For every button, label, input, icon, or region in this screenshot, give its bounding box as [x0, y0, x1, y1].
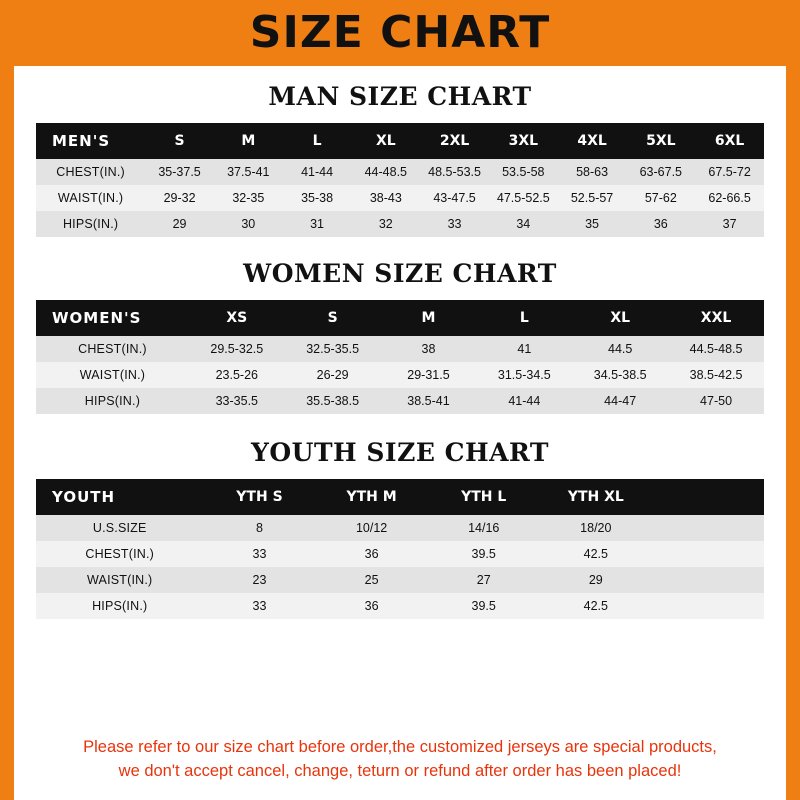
youth-row-label-2: WAIST(IN.)	[87, 573, 153, 587]
man-size-table	[36, 123, 764, 237]
man-col-header-5: 2XL	[439, 133, 470, 149]
youth-row-label-0: U.S.SIZE	[92, 521, 147, 535]
youth-cell-1-1: 36	[364, 547, 379, 561]
youth-cell-1-4	[652, 541, 764, 567]
table-row	[36, 336, 764, 362]
order-policy-line-1: Please refer to our size chart before order,the customized jerseys are special products,	[83, 738, 717, 757]
youth-col-header-0: YOUTH	[52, 488, 116, 506]
table-header-row	[36, 479, 764, 515]
youth-cell-2-4	[652, 567, 764, 593]
women-col-header-3: M	[421, 310, 436, 326]
man-cell-1-6: 52.5-57	[570, 191, 614, 205]
man-row-label-0: CHEST(IN.)	[56, 165, 125, 179]
women-table-head	[36, 300, 764, 336]
youth-section-title: YOUTH SIZE CHART	[251, 438, 549, 467]
page-title: SIZE CHART	[249, 7, 551, 58]
youth-cell-1-0: 33	[252, 547, 267, 561]
women-cell-0-1: 32.5-35.5	[306, 342, 360, 356]
women-table-body	[36, 336, 764, 414]
women-cell-1-3: 31.5-34.5	[497, 368, 551, 382]
youth-cell-3-1: 36	[364, 599, 379, 613]
youth-col-header-2: YTH M	[346, 489, 397, 505]
man-cell-1-1: 32-35	[232, 191, 265, 205]
man-cell-2-6: 35	[585, 217, 600, 231]
man-cell-2-5: 34	[516, 217, 531, 231]
man-cell-0-8: 67.5-72	[708, 165, 751, 179]
table-header-row	[36, 300, 764, 336]
content	[14, 66, 786, 800]
table-row	[36, 567, 764, 593]
man-row-label-2: HIPS(IN.)	[62, 217, 119, 231]
man-col-header-0: MEN'S	[52, 132, 111, 150]
youth-table-head	[36, 479, 764, 515]
man-cell-0-7: 63-67.5	[639, 165, 683, 179]
order-policy-line-2: we don't accept cancel, change, teturn or refund after order has been placed!	[118, 762, 682, 781]
man-col-header-8: 5XL	[646, 133, 676, 149]
women-col-header-2: S	[327, 310, 338, 326]
youth-cell-2-2: 27	[476, 573, 491, 587]
man-col-header-1: S	[174, 133, 185, 149]
women-section-title: WOMEN SIZE CHART	[243, 259, 557, 288]
women-cell-2-4: 44-47	[604, 394, 637, 408]
table-row	[36, 541, 764, 567]
women-cell-0-2: 38	[421, 342, 436, 356]
women-col-header-5: XL	[610, 310, 631, 326]
youth-cell-3-4	[652, 593, 764, 619]
youth-cell-0-2: 14/16	[468, 521, 500, 535]
women-cell-1-4: 34.5-38.5	[593, 368, 647, 382]
youth-cell-0-1: 10/12	[355, 521, 388, 535]
table-row	[36, 159, 764, 185]
women-cell-2-0: 33-35.5	[215, 394, 258, 408]
women-row-label-1: WAIST(IN.)	[79, 368, 146, 382]
youth-cell-3-3: 42.5	[583, 599, 608, 613]
man-cell-1-0: 29-32	[163, 191, 196, 205]
youth-cell-0-4	[652, 515, 764, 541]
man-cell-1-5: 47.5-52.5	[496, 191, 550, 205]
youth-cell-1-2: 39.5	[471, 547, 496, 561]
man-col-header-9: 6XL	[714, 133, 745, 149]
man-cell-2-8: 37	[722, 217, 737, 231]
women-col-header-6: XXL	[700, 310, 732, 326]
man-cell-2-1: 30	[241, 217, 256, 231]
man-cell-0-5: 53.5-58	[502, 165, 545, 179]
youth-col-header-3: YTH L	[461, 489, 507, 505]
women-size-table	[36, 300, 764, 414]
man-cell-2-3: 32	[378, 217, 393, 231]
man-section-title: MAN SIZE CHART	[268, 82, 532, 111]
women-cell-0-5: 44.5-48.5	[689, 342, 743, 356]
man-cell-0-2: 41-44	[301, 165, 334, 179]
youth-row-label-1: CHEST(IN.)	[85, 547, 155, 561]
women-cell-0-0: 29.5-32.5	[210, 342, 264, 356]
youth-cell-0-0: 8	[256, 521, 263, 535]
women-cell-1-5: 38.5-42.5	[689, 368, 743, 382]
man-cell-0-1: 37.5-41	[227, 165, 270, 179]
man-table-body	[36, 159, 764, 237]
youth-cell-2-3: 29	[588, 573, 603, 587]
man-cell-1-4: 43-47.5	[433, 191, 476, 205]
man-cell-2-0: 29	[172, 217, 187, 231]
table-row	[36, 388, 764, 414]
man-col-header-3: L	[312, 133, 322, 149]
man-cell-0-4: 48.5-53.5	[428, 165, 481, 179]
table-row	[36, 211, 764, 237]
women-cell-1-1: 26-29	[316, 368, 349, 382]
man-cell-1-3: 38-43	[369, 191, 402, 205]
women-col-header-1: XS	[226, 310, 248, 326]
man-table-head	[36, 123, 764, 159]
youth-col-header-5	[652, 479, 764, 515]
man-cell-2-4: 33	[447, 217, 462, 231]
table-row	[36, 515, 764, 541]
women-cell-2-3: 41-44	[508, 394, 541, 408]
man-cell-1-2: 35-38	[301, 191, 334, 205]
youth-cell-1-3: 42.5	[583, 547, 608, 561]
man-cell-2-7: 36	[653, 217, 668, 231]
man-col-header-2: M	[241, 133, 256, 149]
man-cell-2-2: 31	[310, 217, 325, 231]
man-cell-0-3: 44-48.5	[364, 165, 408, 179]
youth-cell-2-0: 23	[252, 573, 267, 587]
man-row-label-1: WAIST(IN.)	[57, 191, 124, 205]
women-cell-0-3: 41	[517, 342, 532, 356]
man-col-header-4: XL	[375, 133, 396, 149]
table-row	[36, 593, 764, 619]
youth-row-label-3: HIPS(IN.)	[92, 599, 148, 613]
man-cell-0-6: 58-63	[576, 165, 609, 179]
youth-size-table	[36, 479, 764, 619]
table-row	[36, 362, 764, 388]
youth-col-header-4: YTH XL	[567, 489, 624, 505]
table-header-row	[36, 123, 764, 159]
women-row-label-0: CHEST(IN.)	[78, 342, 147, 356]
man-cell-1-8: 62-66.5	[708, 191, 751, 205]
youth-cell-0-3: 18/20	[580, 521, 612, 535]
youth-cell-3-0: 33	[252, 599, 267, 613]
women-cell-1-2: 29-31.5	[407, 368, 450, 382]
man-col-header-7: 4XL	[577, 133, 607, 149]
women-cell-2-1: 35.5-38.5	[306, 394, 360, 408]
man-cell-0-0: 35-37.5	[158, 165, 201, 179]
youth-col-header-1: YTH S	[236, 489, 283, 505]
youth-table-body	[36, 515, 764, 619]
women-cell-2-5: 47-50	[700, 394, 733, 408]
women-col-header-4: L	[519, 310, 529, 326]
youth-cell-2-1: 25	[364, 573, 379, 587]
man-cell-1-7: 57-62	[644, 191, 677, 205]
women-col-header-0: WOMEN'S	[52, 309, 142, 327]
table-row	[36, 185, 764, 211]
women-cell-1-0: 23.5-26	[215, 368, 258, 382]
man-col-header-6: 3XL	[508, 133, 539, 149]
women-cell-2-2: 38.5-41	[407, 394, 450, 408]
women-row-label-2: HIPS(IN.)	[84, 394, 141, 408]
youth-cell-3-2: 39.5	[471, 599, 496, 613]
banner	[14, 0, 786, 66]
order-policy-note	[36, 722, 764, 800]
women-cell-0-4: 44.5	[608, 342, 633, 356]
